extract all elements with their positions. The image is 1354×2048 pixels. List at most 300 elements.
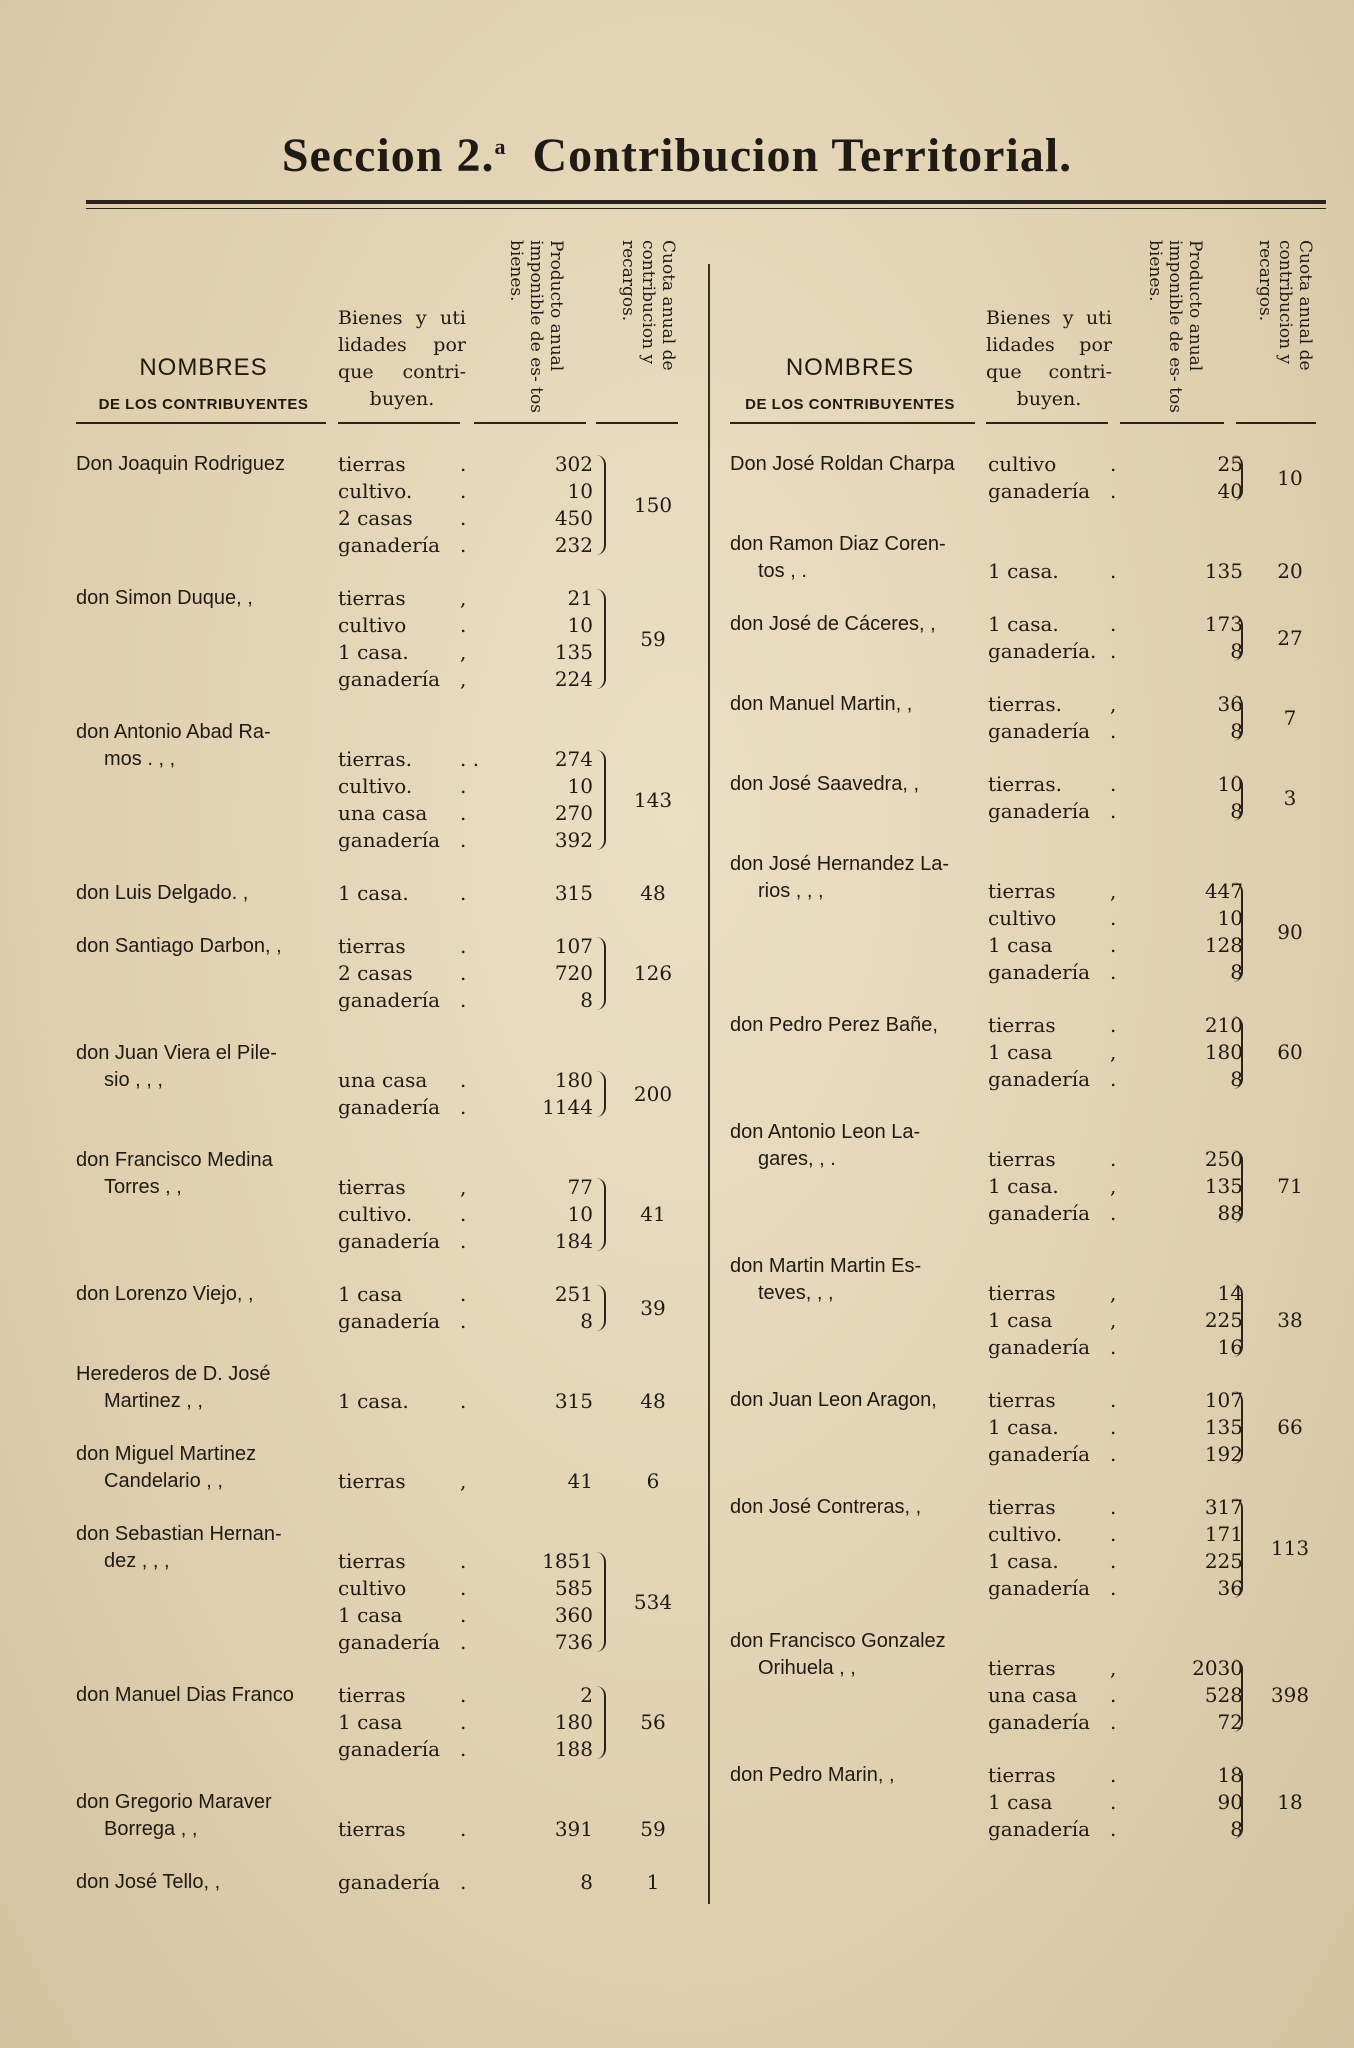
taxpayer-entry (730, 1628, 1330, 1736)
taxpayer-entry (730, 851, 1330, 986)
taxpayer-name (76, 719, 328, 773)
property-kind: ganadería (988, 1201, 1091, 1225)
leader-mark: . (1110, 1549, 1117, 1573)
leader-mark: . (1110, 933, 1117, 957)
property-kind: tierras (338, 1683, 406, 1707)
annual-quota: 200 (633, 1081, 673, 1106)
property-kind: cultivo. (338, 1202, 413, 1226)
header-names (76, 354, 331, 413)
property-kind: cultivo. (338, 774, 413, 798)
property-kind: 1 casa (988, 1308, 1053, 1332)
property-kind: cultivo. (338, 479, 413, 503)
taxable-product: 8 (580, 1870, 593, 1894)
taxpayer-name (730, 1762, 980, 1789)
title-seccion: Seccion 2. (281, 129, 495, 182)
grouping-brace (1233, 775, 1243, 821)
taxpayer-name (76, 1040, 328, 1094)
property-kind: 1 casa. (988, 1415, 1059, 1439)
taxpayer-entry (730, 1012, 1330, 1093)
annual-quota: 126 (633, 961, 673, 985)
property-kind: una casa (338, 801, 428, 825)
property-kind: una casa (988, 1683, 1078, 1707)
property-line (338, 1789, 684, 1816)
grouping-brace (596, 1285, 606, 1331)
annual-quota: 59 (640, 1817, 666, 1841)
taxable-product: 41 (567, 1469, 593, 1493)
leader-mark: . (460, 1817, 467, 1841)
grouping-brace (1233, 1150, 1243, 1223)
property-line (338, 1361, 684, 1388)
property-line (338, 1174, 684, 1201)
taxpayer-name (76, 1281, 328, 1308)
leader-mark: . (1110, 1790, 1117, 1814)
left-entries (76, 451, 684, 1896)
left-header (76, 230, 684, 425)
taxable-product: 392 (554, 828, 593, 852)
property-line (338, 719, 684, 746)
property-kind: 1 casa (988, 933, 1053, 957)
leader-mark: , (460, 640, 467, 664)
annual-quota: 66 (1277, 1415, 1303, 1439)
property-kind: tierras. (988, 692, 1062, 716)
taxpayer-name-line: Herederos de D. José (76, 1363, 271, 1385)
grouping-brace (596, 750, 606, 850)
taxpayer-name (76, 1361, 328, 1415)
grouping-brace (1233, 1284, 1243, 1357)
property-kind: tierras (988, 879, 1056, 903)
property-line (988, 1762, 1330, 1789)
leader-mark: . (460, 1710, 467, 1734)
taxpayer-name (76, 1147, 328, 1201)
taxpayer-name (730, 531, 980, 585)
property-kind: ganadería (988, 799, 1091, 823)
property-kind: ganadería (988, 1067, 1091, 1091)
leader-mark: , (1110, 1040, 1117, 1064)
property-kind: 1 casa. (338, 640, 409, 664)
taxpayer-name-line: tos , . (758, 560, 807, 582)
property-line (338, 1682, 684, 1709)
taxable-product: 16 (1217, 1335, 1243, 1359)
taxable-product: 10 (567, 774, 593, 798)
taxable-product: 107 (1204, 1388, 1243, 1412)
title-sup: a (494, 134, 507, 159)
property-line (988, 1387, 1330, 1414)
taxable-product: 315 (554, 881, 593, 905)
annual-quota: 71 (1277, 1174, 1303, 1198)
property-line (338, 827, 684, 854)
taxpayer-name (730, 1119, 980, 1173)
grouping-brace (596, 589, 606, 689)
right-header (730, 230, 1330, 425)
property-line (988, 1575, 1330, 1602)
property-kind: ganadería (338, 667, 441, 691)
taxpayer-entry (730, 1494, 1330, 1602)
property-kind: cultivo (338, 613, 407, 637)
leader-mark: . (460, 961, 467, 985)
taxpayer-name-line: Borrega , , (104, 1818, 198, 1840)
taxable-product: 450 (554, 506, 593, 530)
leader-mark: . (460, 774, 467, 798)
taxable-product: 1144 (542, 1095, 593, 1119)
property-line (338, 1040, 684, 1067)
taxable-product: 528 (1204, 1683, 1243, 1707)
property-line (338, 933, 684, 960)
leader-mark: . (460, 801, 467, 825)
grouping-brace (1233, 1498, 1243, 1598)
taxable-product: 8 (1230, 719, 1243, 743)
taxable-product: 1851 (542, 1549, 593, 1573)
leader-mark: . (460, 613, 467, 637)
property-line (988, 1655, 1330, 1682)
taxpayer-name-line: don Martin Martin Es- (730, 1255, 922, 1277)
taxpayer-name (76, 1682, 328, 1709)
property-kind: ganadería (988, 960, 1091, 984)
property-kind: cultivo (988, 906, 1057, 930)
property-kind: ganadería (988, 479, 1091, 503)
annual-quota: 90 (1277, 919, 1303, 944)
property-kind: 2 casas (338, 506, 413, 530)
property-kind: ganadería (988, 1335, 1091, 1359)
taxpayer-entry (76, 1361, 684, 1415)
grouping-brace (596, 937, 606, 1010)
property-kind: cultivo. (988, 1522, 1063, 1546)
annual-quota: 48 (640, 1389, 666, 1413)
taxable-product: 135 (1204, 559, 1243, 583)
taxpayer-name (730, 1387, 980, 1414)
annual-quota: 398 (1270, 1683, 1310, 1707)
grouping-brace (1233, 1766, 1243, 1839)
taxable-product: 135 (1204, 1174, 1243, 1198)
taxpayer-name-line: don Francisco Medina (76, 1149, 273, 1171)
property-kind: ganadería (338, 1309, 441, 1333)
annual-quota: 1 (646, 1870, 660, 1894)
property-kind: ganadería (338, 1095, 441, 1119)
annual-quota: 59 (640, 626, 666, 651)
taxpayer-name-line: Martinez , , (104, 1390, 203, 1412)
annual-quota: 20 (1277, 559, 1303, 583)
taxable-product: 128 (1204, 933, 1243, 957)
taxpayer-entry (730, 771, 1330, 825)
property-kind: ganadería (988, 1576, 1091, 1600)
taxpayer-name (76, 585, 328, 612)
taxpayer-name (730, 691, 980, 718)
taxpayer-name-line: sio , , , (104, 1069, 163, 1091)
taxable-product: 14 (1217, 1281, 1243, 1305)
annual-quota: 534 (633, 1589, 673, 1614)
property-kind: tierras (338, 452, 406, 476)
taxable-product: 10 (1217, 906, 1243, 930)
taxable-product: 8 (580, 1309, 593, 1333)
taxpayer-name-line: don Luis Delgado. , (76, 882, 249, 904)
taxable-product: 21 (567, 586, 593, 610)
leader-mark: , (1110, 1174, 1117, 1198)
title-rule-thin (86, 208, 1326, 209)
annual-quota: 7 (1283, 705, 1297, 730)
taxable-product: 77 (567, 1175, 593, 1199)
leader-mark: . (1110, 1013, 1117, 1037)
taxpayer-name-line: don Pedro Marin, , (730, 1764, 895, 1786)
taxable-product: 2030 (1192, 1656, 1243, 1680)
taxable-product: 8 (1230, 1817, 1243, 1841)
property-kind: tierras. (338, 747, 412, 771)
taxpayer-entry (730, 691, 1330, 745)
property-line (338, 1147, 684, 1174)
leader-mark: . (1110, 1335, 1117, 1359)
property-line (988, 1253, 1330, 1280)
taxable-product: 315 (554, 1389, 593, 1413)
property-kind: 1 casa. (988, 612, 1059, 636)
taxpayer-name-line: don José de Cáceres, , (730, 613, 936, 635)
leader-mark: . (460, 828, 467, 852)
header-names-big: NOMBRES (785, 354, 915, 381)
property-line (338, 1521, 684, 1548)
property-line (338, 585, 684, 612)
property-kind: tierras. (988, 772, 1062, 796)
annual-quota: 27 (1277, 625, 1303, 650)
taxpayer-name-line: rios , , , (758, 880, 824, 902)
leader-mark: . (460, 934, 467, 958)
leader-mark: . (1110, 1442, 1117, 1466)
property-line (988, 1119, 1330, 1146)
taxpayer-name (730, 1253, 980, 1307)
property-kind: 1 casa (338, 1710, 403, 1734)
leader-mark: . (1110, 799, 1117, 823)
annual-quota: 38 (1277, 1308, 1303, 1332)
grouping-brace (596, 455, 606, 555)
leader-mark: . (1110, 906, 1117, 930)
header-rules (76, 422, 684, 425)
taxpayer-name (76, 933, 328, 960)
property-kind: 1 casa (988, 1040, 1053, 1064)
leader-mark: . (1110, 1710, 1117, 1734)
property-kind: 1 casa. (338, 881, 409, 905)
taxable-product: 25 (1217, 452, 1243, 476)
property-line (338, 666, 684, 693)
taxpayer-name-line: don Juan Viera el Pile- (76, 1042, 277, 1064)
taxable-product: 8 (1230, 799, 1243, 823)
annual-quota: 150 (633, 492, 673, 517)
taxable-product: 173 (1204, 612, 1243, 636)
taxable-product: 10 (567, 1202, 593, 1226)
property-kind: ganadería (988, 1710, 1091, 1734)
taxable-product: 135 (554, 640, 593, 664)
taxable-product: 317 (1204, 1495, 1243, 1519)
taxpayer-entry (76, 451, 684, 559)
property-line (988, 1334, 1330, 1361)
taxpayer-entry (76, 1281, 684, 1335)
taxable-product: 40 (1217, 479, 1243, 503)
taxpayer-entry (76, 719, 684, 854)
taxable-product: 274 (554, 747, 593, 771)
leader-mark: , (460, 1469, 467, 1493)
leader-mark: . (460, 1389, 467, 1413)
title-rest: Contribucion Territorial. (532, 129, 1073, 182)
property-kind: ganadería. (988, 639, 1097, 663)
leader-mark: . (1110, 1495, 1117, 1519)
header-bienes: Bienes y uti lidades por que contri- buyen. (986, 307, 1112, 410)
taxable-product: 360 (554, 1603, 593, 1627)
taxpayer-name-line: don Lorenzo Viejo, , (76, 1283, 254, 1305)
taxpayer-name (730, 771, 980, 798)
property-kind: ganadería (338, 533, 441, 557)
taxpayer-name-line: don Manuel Martin, , (730, 693, 913, 715)
taxpayer-name-line: gares, , . (758, 1148, 836, 1170)
leader-mark: . (460, 1576, 467, 1600)
taxable-product: 251 (554, 1282, 593, 1306)
leader-mark: . (460, 452, 467, 476)
property-line (338, 1548, 684, 1575)
taxable-product: 585 (554, 1576, 593, 1600)
taxable-product: 171 (1204, 1522, 1243, 1546)
leader-mark: . (1110, 1763, 1117, 1787)
property-line (988, 1628, 1330, 1655)
leader-mark: . (1110, 1817, 1117, 1841)
taxpayer-entry (730, 451, 1330, 505)
header-names-small: DE LOS CONTRIBUYENTES (745, 396, 955, 413)
taxable-product: 10 (567, 613, 593, 637)
right-entries (730, 451, 1330, 1843)
title-rule-thick (86, 200, 1326, 204)
leader-mark: . (460, 881, 467, 905)
leader-mark: . (460, 533, 467, 557)
leader-mark: . (460, 506, 467, 530)
taxpayer-entry (730, 1253, 1330, 1361)
taxpayer-name (730, 1012, 980, 1039)
taxable-product: 107 (554, 934, 593, 958)
leader-mark: . (460, 1737, 467, 1761)
leader-mark: . (460, 1229, 467, 1253)
taxpayer-name-line: Don José Roldan Charpa (730, 453, 955, 475)
taxpayer-entry (76, 1040, 684, 1121)
property-kind: 2 casas (338, 961, 413, 985)
property-kind: 1 casa. (338, 1389, 409, 1413)
leader-mark: . (1110, 639, 1117, 663)
taxable-product: 8 (1230, 639, 1243, 663)
property-kind: 1 casa (338, 1603, 403, 1627)
property-line (988, 1816, 1330, 1843)
taxpayer-name (730, 611, 980, 638)
taxable-product: 192 (1204, 1442, 1243, 1466)
property-kind: tierras (988, 1495, 1056, 1519)
taxpayer-name (76, 1441, 328, 1495)
taxpayer-entry (76, 585, 684, 693)
property-kind: ganadería (338, 1630, 441, 1654)
taxpayer-name-line: don Antonio Leon La- (730, 1121, 921, 1143)
leader-mark: . (1110, 772, 1117, 796)
annual-quota: 113 (1270, 1535, 1310, 1560)
taxpayer-name-line: don Juan Leon Aragon, (730, 1389, 937, 1411)
leader-mark: . (460, 1603, 467, 1627)
leader-mark: . (1110, 479, 1117, 503)
taxpayer-name (76, 880, 328, 907)
taxpayer-entry (730, 1387, 1330, 1468)
property-kind: tierras (338, 586, 406, 610)
leader-mark: . (1110, 719, 1117, 743)
grouping-brace (1233, 695, 1243, 741)
header-cuota: Cuota anual de contribucion y recargos. (1255, 240, 1315, 371)
taxable-product: 36 (1217, 692, 1243, 716)
property-kind: ganadería (338, 988, 441, 1012)
leader-mark: . (1110, 452, 1117, 476)
property-kind: ganadería (338, 1737, 441, 1761)
property-line (988, 1280, 1330, 1307)
annual-quota: 60 (1277, 1040, 1303, 1064)
property-line (988, 959, 1330, 986)
leader-mark: . (460, 1870, 467, 1894)
taxpayer-name-line: Orihuela , , (758, 1657, 856, 1679)
property-line (338, 451, 684, 478)
taxable-product: 135 (1204, 1415, 1243, 1439)
header-producto: Producto anual imponible de es- tos bienes. (506, 240, 566, 413)
left-column (76, 230, 684, 1896)
taxable-product: 210 (1204, 1013, 1243, 1037)
annual-quota: 18 (1277, 1790, 1303, 1814)
property-kind: tierras (988, 1388, 1056, 1412)
header-cuota: Cuota anual de contribucion y recargos. (618, 240, 678, 371)
leader-mark: . (1110, 559, 1117, 583)
property-line (988, 1709, 1330, 1736)
property-kind: tierras (988, 1147, 1056, 1171)
taxpayer-entry (730, 611, 1330, 665)
taxpayer-name-line: don Antonio Abad Ra- (76, 721, 271, 743)
taxpayer-name (76, 1869, 328, 1896)
taxpayer-entry (76, 1869, 684, 1896)
property-kind: ganadería (988, 1442, 1091, 1466)
taxable-product: 302 (554, 452, 593, 476)
leader-mark: . (460, 1549, 467, 1573)
taxpayer-entry (76, 1441, 684, 1495)
taxpayer-entry (730, 531, 1330, 585)
taxable-product: 180 (554, 1068, 593, 1092)
property-kind: cultivo (988, 452, 1057, 476)
taxpayer-entry (730, 1119, 1330, 1227)
property-line (338, 987, 684, 1014)
property-kind: cultivo (338, 1576, 407, 1600)
property-line (338, 532, 684, 559)
taxpayer-name-line: Torres , , (104, 1176, 182, 1198)
property-kind: ganadería (338, 828, 441, 852)
leader-mark: , (1110, 879, 1117, 903)
grouping-brace (596, 1552, 606, 1652)
annual-quota: 41 (640, 1202, 666, 1226)
column-divider (708, 264, 710, 1904)
taxable-product: 88 (1217, 1201, 1243, 1225)
property-kind: 1 casa. (988, 1549, 1059, 1573)
property-line (988, 1494, 1330, 1521)
annual-quota: 143 (633, 787, 673, 812)
property-line (988, 1066, 1330, 1093)
property-kind: tierras (988, 1281, 1056, 1305)
taxpayer-name-line: don Pedro Perez Bañe, (730, 1014, 938, 1036)
leader-mark: , (1110, 1281, 1117, 1305)
taxable-product: 18 (1217, 1763, 1243, 1787)
grouping-brace (1233, 615, 1243, 661)
taxpayer-name-line: Don Joaquin Rodriguez (76, 453, 286, 475)
taxable-product: 391 (554, 1817, 593, 1841)
taxpayer-entry (76, 880, 684, 907)
taxable-product: 8 (580, 988, 593, 1012)
header-names (730, 354, 970, 413)
taxable-product: 90 (1217, 1790, 1243, 1814)
property-kind: tierras (988, 1013, 1056, 1037)
leader-mark: . (460, 1068, 467, 1092)
leader-mark: . (460, 1282, 467, 1306)
leader-mark: . (460, 479, 467, 503)
property-line (988, 878, 1330, 905)
taxpayer-name-line: mos . , , (104, 748, 176, 770)
leader-mark: . (1110, 960, 1117, 984)
taxpayer-name (730, 451, 980, 478)
